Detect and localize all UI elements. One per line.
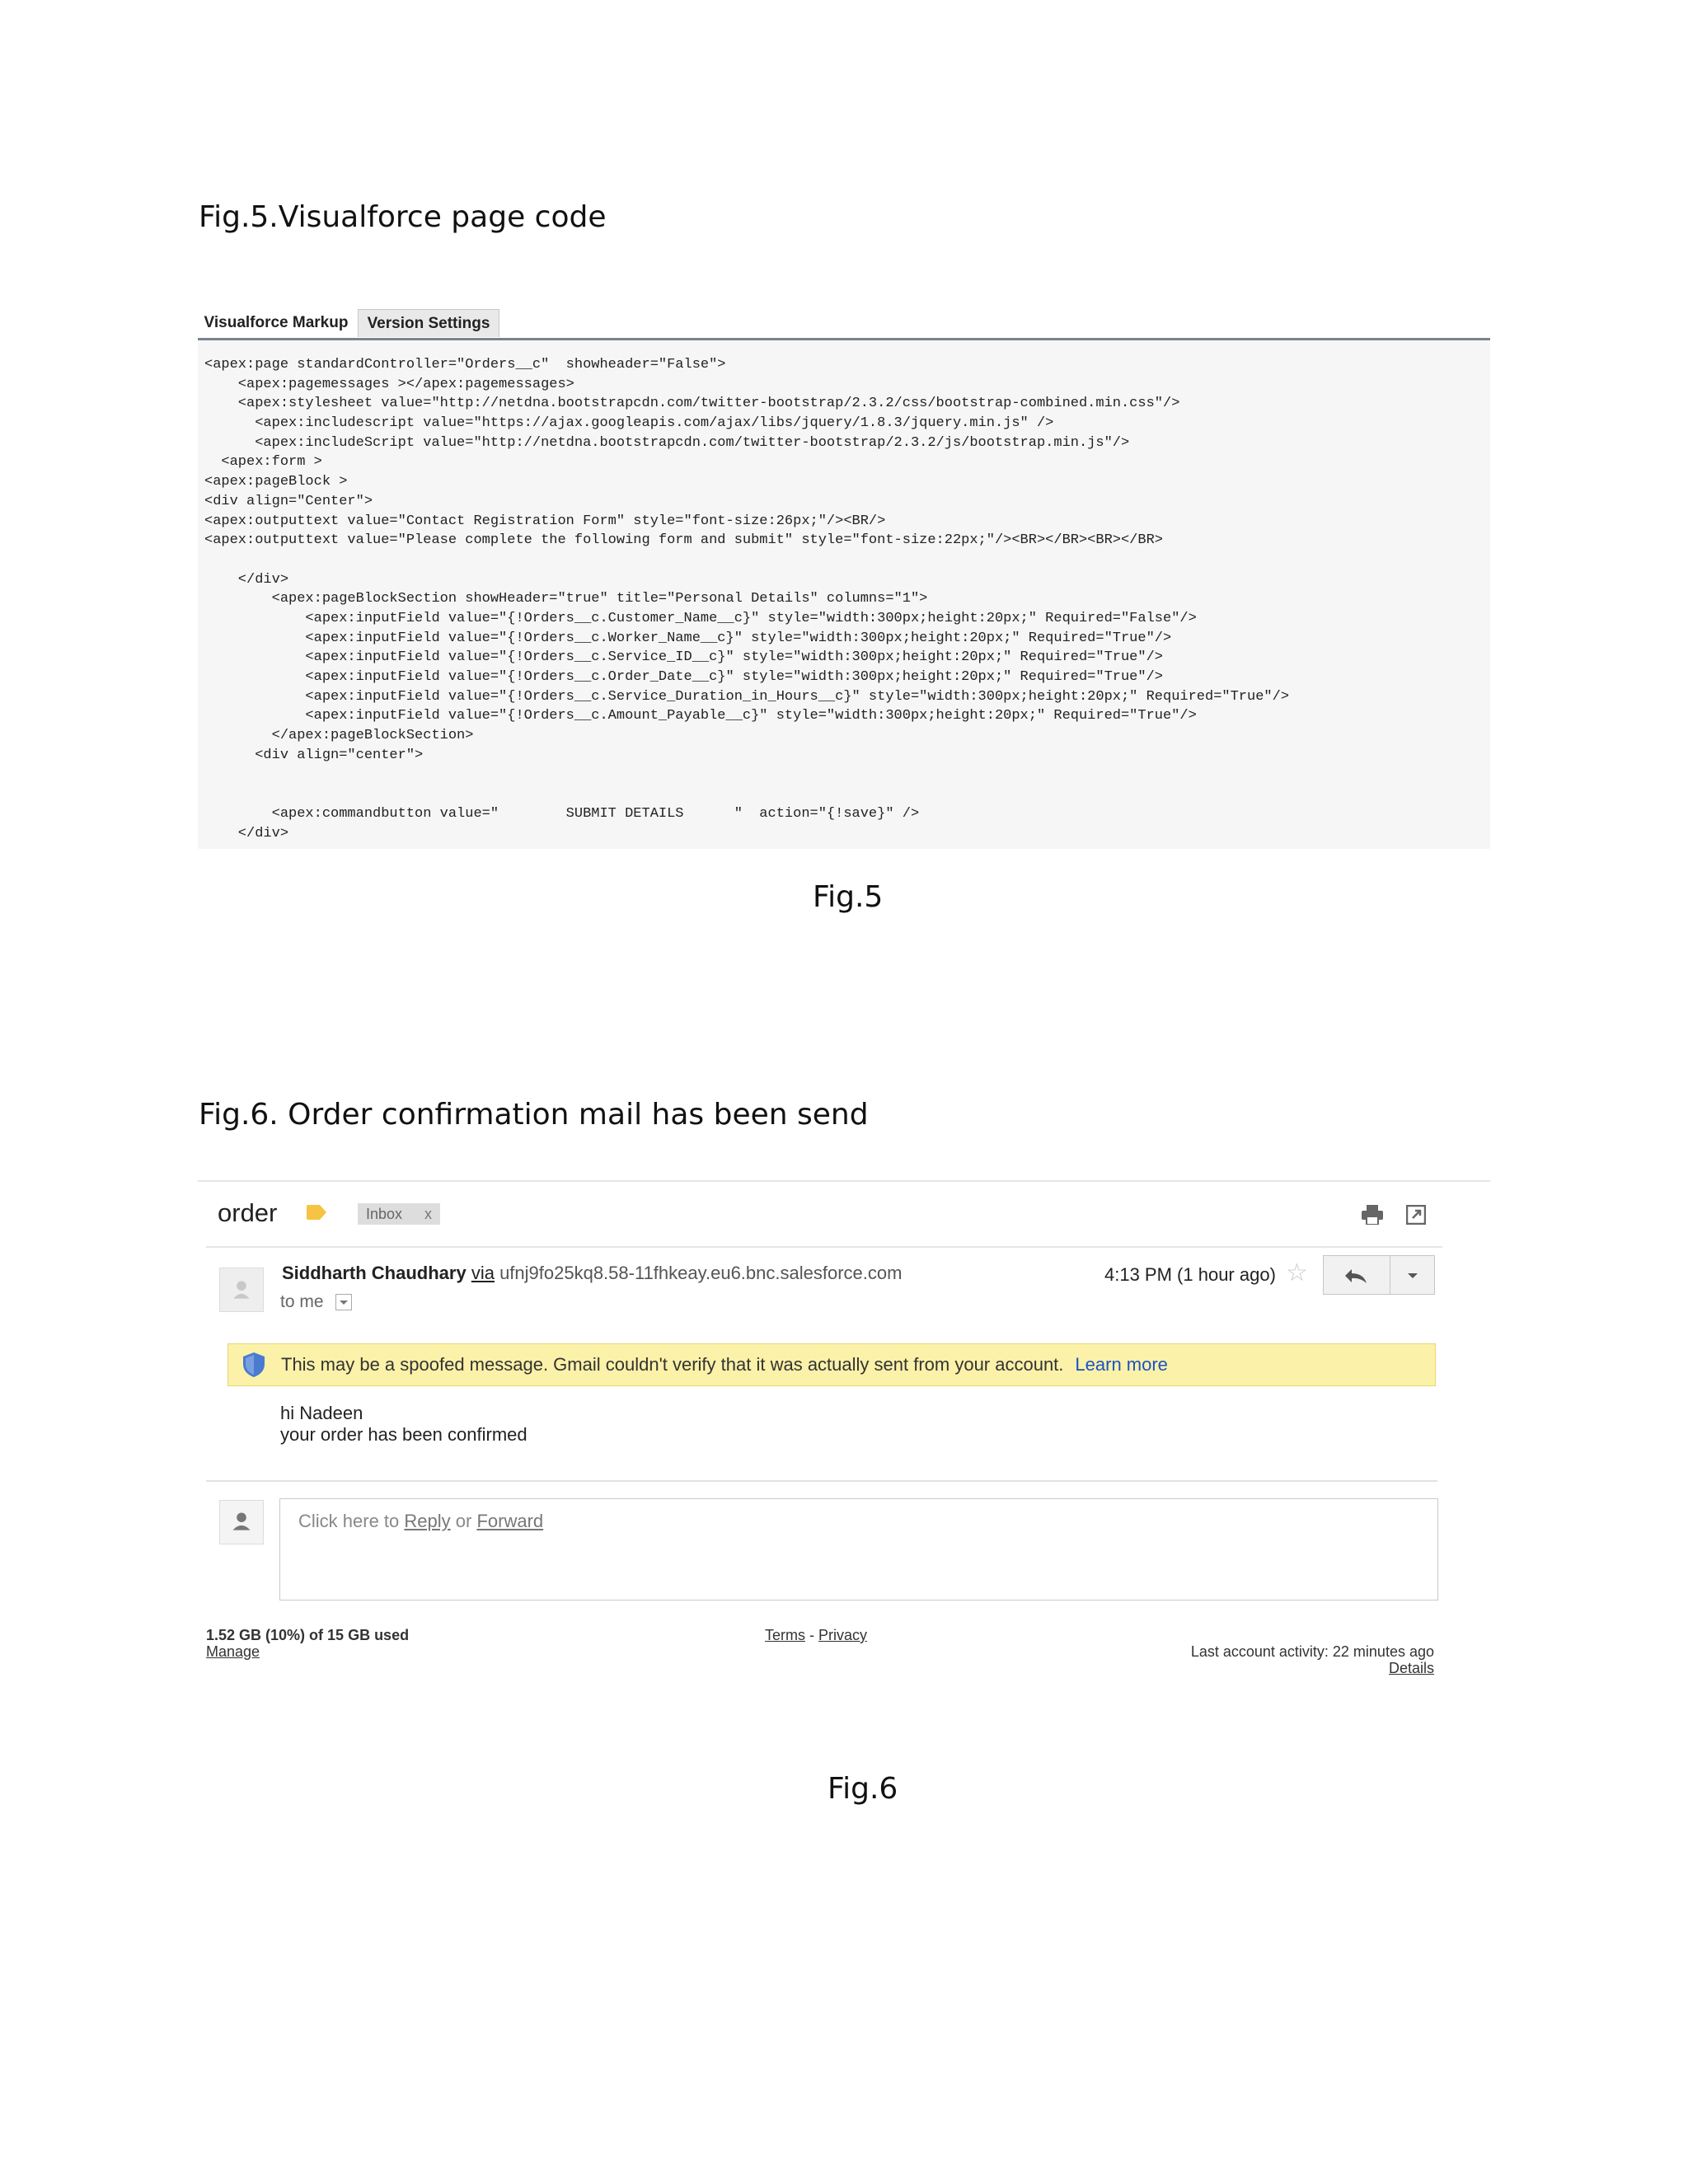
editor-tab-bar (198, 305, 1490, 340)
warning-message (281, 1354, 1168, 1376)
sender-via-link[interactable]: via (471, 1263, 495, 1283)
code-line (204, 551, 1490, 570)
code-line: <apex:stylesheet value="http://netdna.bootstrapcdn.com/twitter-bootstrap/2.3.2/css/bootstrap-combined.min.css"/> (204, 396, 1180, 412)
avatar-icon (219, 1268, 264, 1312)
last-activity-text: Last account activity: 22 minutes ago (1190, 1643, 1434, 1660)
code-line: </div> (204, 571, 289, 588)
code-line: <apex:outputtext value="Please complete the following form and submit" style="font-size:22px;"/><BR></BR><BR></BR> (204, 532, 1163, 549)
reply-link[interactable]: Reply (404, 1511, 451, 1531)
code-line: <apex:inputField value="{!Orders__c.Customer_Name__c}" style="width:300px;height:20px;" Required="False"/> (204, 610, 1197, 626)
label-icon[interactable] (307, 1205, 326, 1220)
reply-icon (1324, 1256, 1391, 1296)
email-body-message: your order has been confirmed (280, 1424, 528, 1445)
inbox-label-chip[interactable] (358, 1203, 440, 1225)
storage-usage: 1.52 GB (10%) of 15 GB used (206, 1627, 410, 1643)
footer-separator: - (809, 1627, 815, 1643)
avatar-icon (219, 1500, 264, 1544)
fig6-caption: Fig.6 (828, 1772, 898, 1806)
shield-icon (243, 1352, 265, 1377)
print-icon[interactable] (1362, 1205, 1383, 1225)
code-line: <apex:inputField value="{!Orders__c.Amount_Payable__c}" style="width:300px;height:20px;" Required="True"/> (204, 708, 1197, 724)
code-line: <apex:pageBlock > (204, 474, 348, 490)
sender-name[interactable]: Siddharth Chaudhary (282, 1263, 467, 1283)
code-line: <apex:inputField value="{!Orders__c.Service_Duration_in_Hours__c}" style="width:300px;height:20px;" Required="True"/> (204, 688, 1290, 705)
reply-button[interactable] (1323, 1255, 1390, 1295)
fig6-heading: Fig.6. Order confirmation mail has been send (199, 1098, 869, 1132)
email-timestamp: 4:13 PM (1 hour ago) (1104, 1264, 1276, 1285)
warning-text: This may be a spoofed message. Gmail couldn't verify that it was actually sent from your account. (281, 1354, 1064, 1375)
code-line: <div align="Center"> (204, 493, 373, 509)
privacy-link[interactable]: Privacy (818, 1627, 868, 1643)
recipient-text: to me (280, 1292, 324, 1311)
sender-line (282, 1263, 902, 1284)
body-divider (206, 1480, 1437, 1482)
new-window-icon[interactable] (1406, 1205, 1426, 1225)
sender-domain: ufnj9fo25kq8.58-11fhkeay.eu6.bnc.salesforce.com (499, 1263, 903, 1283)
details-dropdown-icon[interactable] (335, 1294, 352, 1310)
code-line: <apex:inputField value="{!Orders__c.Worker_Name__c}" style="width:300px;height:20px;" Required="True"/> (204, 630, 1172, 646)
learn-more-link[interactable]: Learn more (1075, 1354, 1168, 1375)
code-line: </div> (204, 825, 289, 841)
visualforce-screenshot (198, 305, 1490, 874)
code-line: <apex:page standardController="Orders__c" showheader="False"> (204, 357, 726, 373)
code-block (198, 340, 1490, 849)
terms-link[interactable]: Terms (765, 1627, 805, 1643)
code-line: </apex:pageBlockSection> (204, 728, 474, 744)
code-line: <apex:pagemessages ></apex:pagemessages> (204, 376, 574, 392)
footer-links (765, 1627, 867, 1644)
star-icon[interactable]: ☆ (1286, 1259, 1308, 1286)
code-line: <apex:commandbutton value=" SUBMIT DETAILS " action="{!save}" /> (204, 805, 920, 822)
forward-link[interactable]: Forward (476, 1511, 544, 1531)
code-line (204, 785, 1490, 804)
code-line (204, 765, 1490, 785)
code-line: <apex:includeScript value="http://netdna.bootstrapcdn.com/twitter-bootstrap/2.3.2/js/bootstrap.min.js"/> (204, 434, 1130, 451)
email-subject: order (218, 1198, 278, 1227)
code-line: <apex:outputtext value="Contact Registration Form" style="font-size:26px;"/><BR/> (204, 513, 886, 529)
code-line: <apex:inputField value="{!Orders__c.Order_Date__c}" style="width:300px;height:20px;" Required="True"/> (204, 669, 1163, 685)
code-line: <div align="center"> (204, 747, 424, 763)
tab-visualforce-markup[interactable]: Visualforce Markup (198, 309, 354, 337)
recipient-line (280, 1292, 352, 1312)
reply-or: or (455, 1511, 472, 1531)
email-body-greeting: hi Nadeen (280, 1403, 363, 1423)
top-divider (198, 1180, 1490, 1182)
code-line: <apex:form > (204, 454, 322, 471)
manage-storage-link[interactable]: Manage (206, 1643, 260, 1660)
code-line: <apex:pageBlockSection showHeader="true" title="Personal Details" columns="1"> (204, 591, 928, 607)
tab-version-settings[interactable]: Version Settings (358, 309, 499, 337)
reply-prefix: Click here to (298, 1511, 400, 1531)
inbox-label-text: Inbox (366, 1206, 403, 1222)
spoof-warning-banner (227, 1343, 1436, 1386)
fig5-caption: Fig.5 (813, 880, 884, 914)
fig5-heading: Fig.5.Visualforce page code (199, 200, 607, 234)
header-divider (206, 1246, 1442, 1248)
more-actions-dropdown[interactable] (1390, 1255, 1435, 1295)
gmail-screenshot (198, 1180, 1490, 1691)
activity-details-link[interactable]: Details (1388, 1660, 1434, 1676)
reply-box[interactable] (279, 1498, 1438, 1601)
code-line: <apex:includescript value="https://ajax.googleapis.com/ajax/libs/jquery/1.8.3/jquery.min.js" /> (204, 415, 1054, 432)
code-line: <apex:inputField value="{!Orders__c.Service_ID__c}" style="width:300px;height:20px;" Required="True"/> (204, 649, 1163, 666)
reply-prompt (298, 1511, 543, 1532)
remove-label-icon[interactable]: x (424, 1206, 432, 1222)
